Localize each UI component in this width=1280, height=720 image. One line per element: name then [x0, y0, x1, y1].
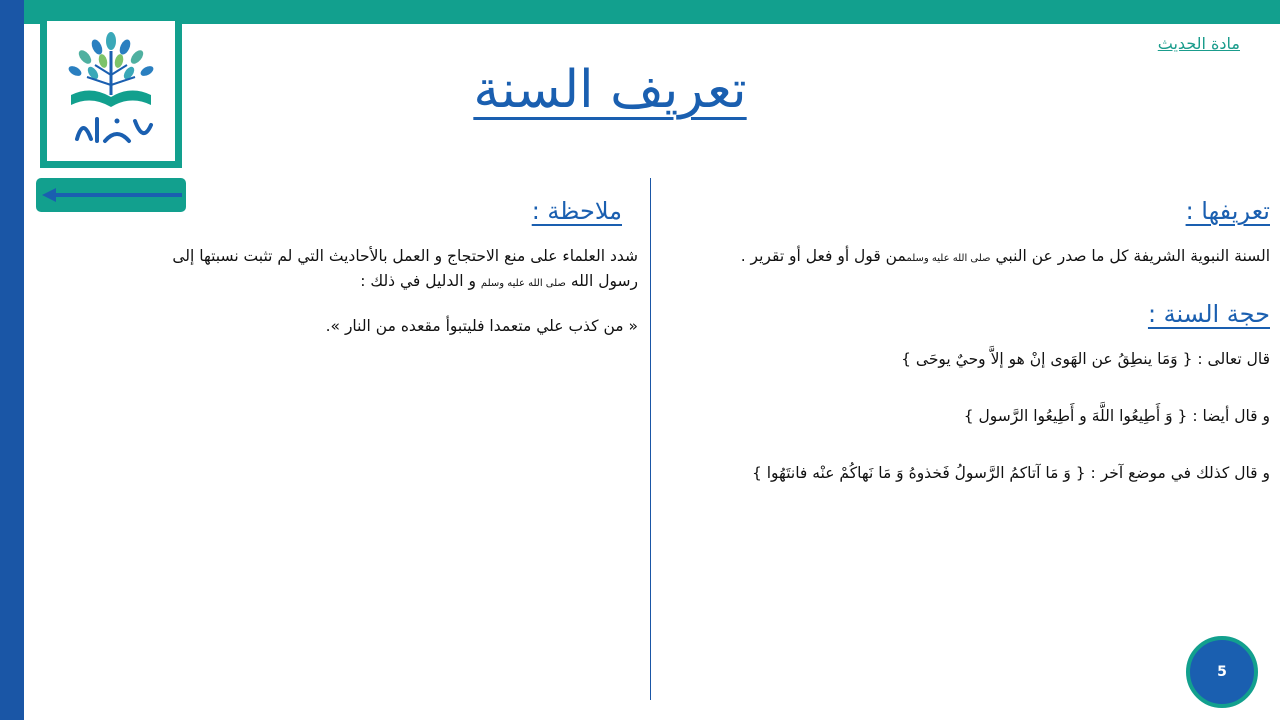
verse-1: قال تعالى : { وَمَا ينطِقُ عن الهَوى إنْ هو إلاَّ وحيٌ يوحَى }	[901, 350, 1270, 368]
authority-heading: حجة السنة :	[1147, 300, 1270, 328]
definition-heading: تعريفها :	[1185, 197, 1270, 225]
verse-2: و قال أيضا : { وَ أَطِيعُوا اللَّهَ و أَطِيعُوا الرَّسول }	[963, 407, 1270, 425]
salutation-text: صلى الله عليه وسلم	[906, 253, 991, 264]
right-column	[672, 190, 1270, 486]
definition-text-a: السنة النبوية الشريفة كل ما صدر عن النبي	[995, 247, 1270, 265]
note-text-a: شدد العلماء على منع الاحتجاج و العمل بالأحاديث التي لم تثبت نسبتها إلى رسول الله	[172, 247, 638, 290]
left-accent-bar	[0, 0, 24, 720]
page-title: تعريف السنة	[473, 60, 747, 120]
hadith-text: « من كذب علي متعمدا فليتبوأ مقعده من النار ».	[325, 317, 638, 335]
subject-link[interactable]: مادة الحديث	[1157, 34, 1240, 53]
salutation-text: صلى الله عليه وسلم	[480, 278, 566, 289]
column-divider	[650, 178, 651, 700]
top-accent-bar	[0, 0, 1280, 24]
note-heading: ملاحظة :	[531, 197, 622, 225]
definition-text	[685, 244, 1270, 271]
verse-3: و قال كذلك في موضع آخر : { وَ مَا آتاكمُ الرَّسولُ فَخذوهُ وَ مَا نَهاكُمْ عنْه فانتَهُوا }	[751, 464, 1270, 482]
tree-book-logo-icon	[47, 21, 175, 161]
note-text	[164, 244, 638, 296]
logo	[40, 14, 182, 168]
left-column	[40, 190, 638, 339]
page-number-badge: 5	[1186, 636, 1258, 708]
definition-text-b: من قول أو فعل أو تقرير .	[740, 247, 907, 265]
note-text-b: و الدليل في ذلك :	[360, 272, 476, 290]
